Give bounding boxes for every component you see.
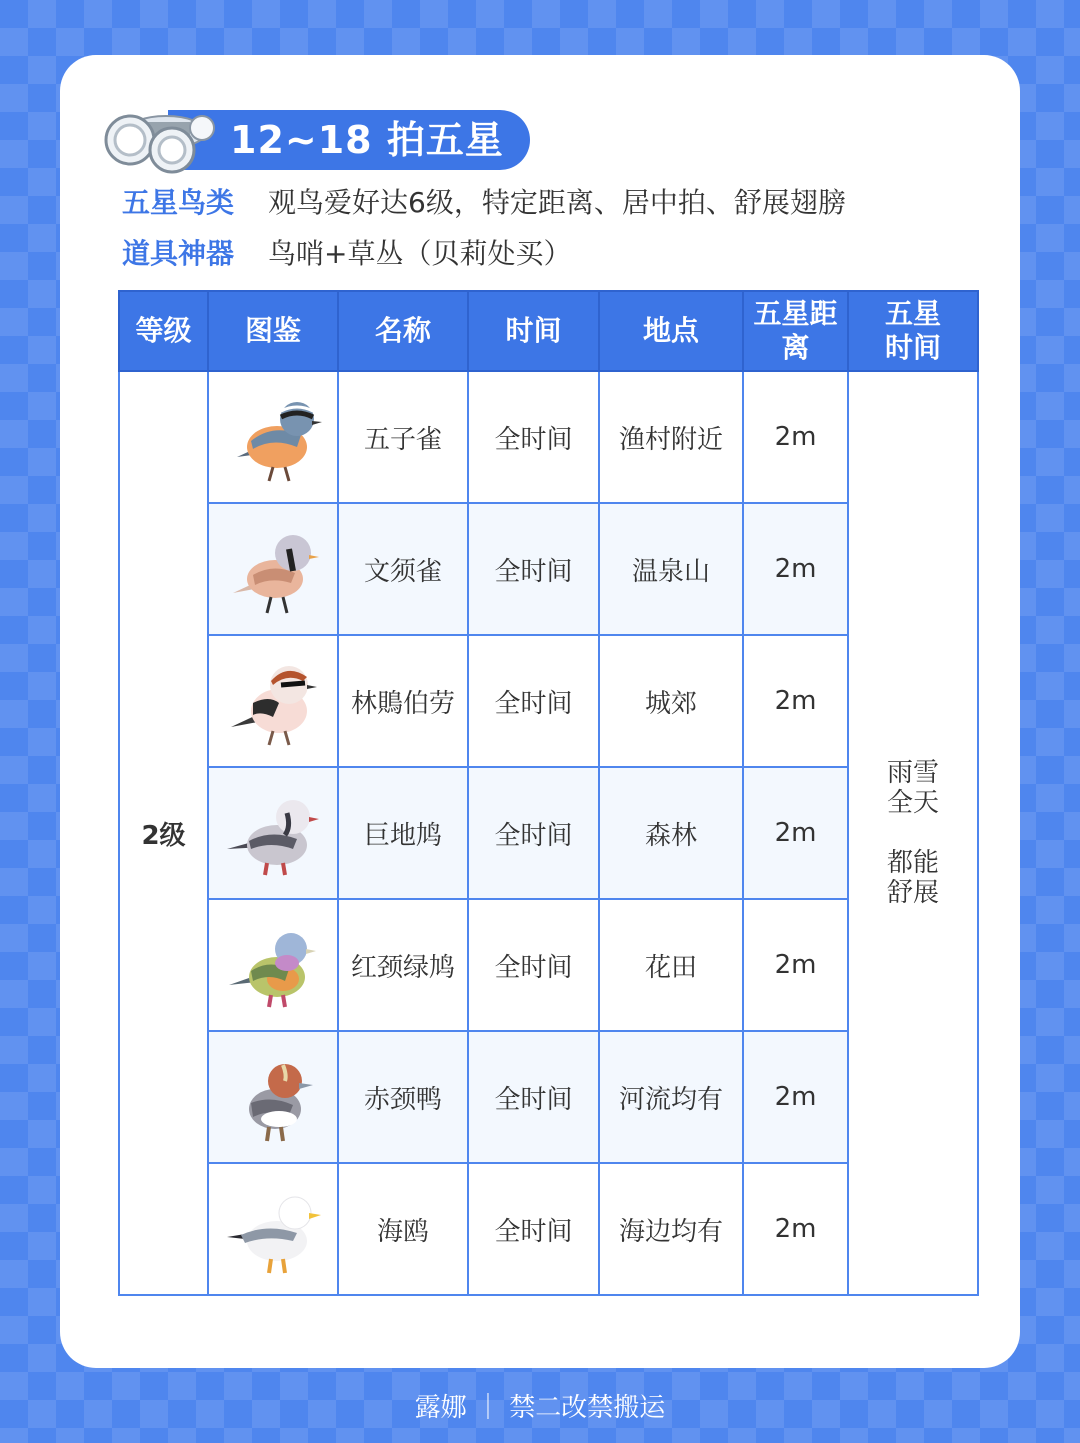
- header-time: 时间: [468, 291, 599, 371]
- bird-name: 五子雀: [338, 371, 468, 503]
- guide-cell: [208, 371, 338, 503]
- guide-cell: [208, 635, 338, 767]
- header-level: 等级: [119, 291, 208, 371]
- bird-time: 全时间: [468, 1163, 599, 1295]
- bearded-reedling-icon: [223, 519, 323, 619]
- table-header-row: [119, 291, 978, 371]
- bird-name: 赤颈鸭: [338, 1031, 468, 1163]
- level-cell: 2级: [119, 371, 208, 1295]
- bird-distance: 2m: [743, 1163, 848, 1295]
- bird-place: 城郊: [599, 635, 743, 767]
- bird-distance: 2m: [743, 767, 848, 899]
- bird-time: 全时间: [468, 503, 599, 635]
- ground-dove-icon: [223, 783, 323, 883]
- bird-place: 海边均有: [599, 1163, 743, 1295]
- bird-distance: 2m: [743, 503, 848, 635]
- bird-time: 全时间: [468, 767, 599, 899]
- green-pigeon-icon: [223, 915, 323, 1015]
- info-key: 道具神器: [122, 237, 235, 270]
- bird-place: 森林: [599, 767, 743, 899]
- bird-name: 巨地鸠: [338, 767, 468, 899]
- bird-place: 花田: [599, 899, 743, 1031]
- bird-name: 林鵙伯劳: [338, 635, 468, 767]
- bird-place: 渔村附近: [599, 371, 743, 503]
- table-row: [119, 371, 978, 503]
- info-props: [122, 234, 571, 274]
- star-time-cell: 雨雪 全天 都能 舒展: [848, 371, 978, 1295]
- bird-time: 全时间: [468, 371, 599, 503]
- bird-distance: 2m: [743, 635, 848, 767]
- guide-cell: [208, 503, 338, 635]
- info-value: 观鸟爱好达6级，特定距离、居中拍、舒展翅膀: [268, 186, 846, 219]
- header-name: 名称: [338, 291, 468, 371]
- seagull-icon: [223, 1179, 323, 1279]
- info-value: 鸟哨+草丛（贝莉处买）: [268, 237, 572, 270]
- bird-distance: 2m: [743, 371, 848, 503]
- info-five-star-birds: [122, 183, 846, 223]
- nuthatch-icon: [223, 387, 323, 487]
- guide-cell: [208, 767, 338, 899]
- page-title: 12~18 拍五星: [230, 118, 504, 162]
- header-star-time: 五星 时间: [848, 291, 978, 371]
- bird-time: 全时间: [468, 899, 599, 1031]
- bird-distance: 2m: [743, 1031, 848, 1163]
- header-guide: 图鉴: [208, 291, 338, 371]
- bird-name: 红颈绿鸠: [338, 899, 468, 1031]
- bird-distance: 2m: [743, 899, 848, 1031]
- info-key: 五星鸟类: [122, 186, 235, 219]
- header-place: 地点: [599, 291, 743, 371]
- bird-name: 文须雀: [338, 503, 468, 635]
- wigeon-icon: [223, 1047, 323, 1147]
- bird-name: 海鸥: [338, 1163, 468, 1295]
- bird-time: 全时间: [468, 1031, 599, 1163]
- bird-table: [118, 290, 979, 1296]
- guide-cell: [208, 1031, 338, 1163]
- header-star-distance: 五星距 离: [743, 291, 848, 371]
- guide-cell: [208, 1163, 338, 1295]
- footer-credit: 露娜 ｜ 禁二改禁搬运: [414, 1393, 666, 1423]
- guide-cell: [208, 899, 338, 1031]
- bird-time: 全时间: [468, 635, 599, 767]
- bird-place: 河流均有: [599, 1031, 743, 1163]
- bird-place: 温泉山: [599, 503, 743, 635]
- woodchat-shrike-icon: [223, 651, 323, 751]
- binoculars-icon: [100, 104, 222, 176]
